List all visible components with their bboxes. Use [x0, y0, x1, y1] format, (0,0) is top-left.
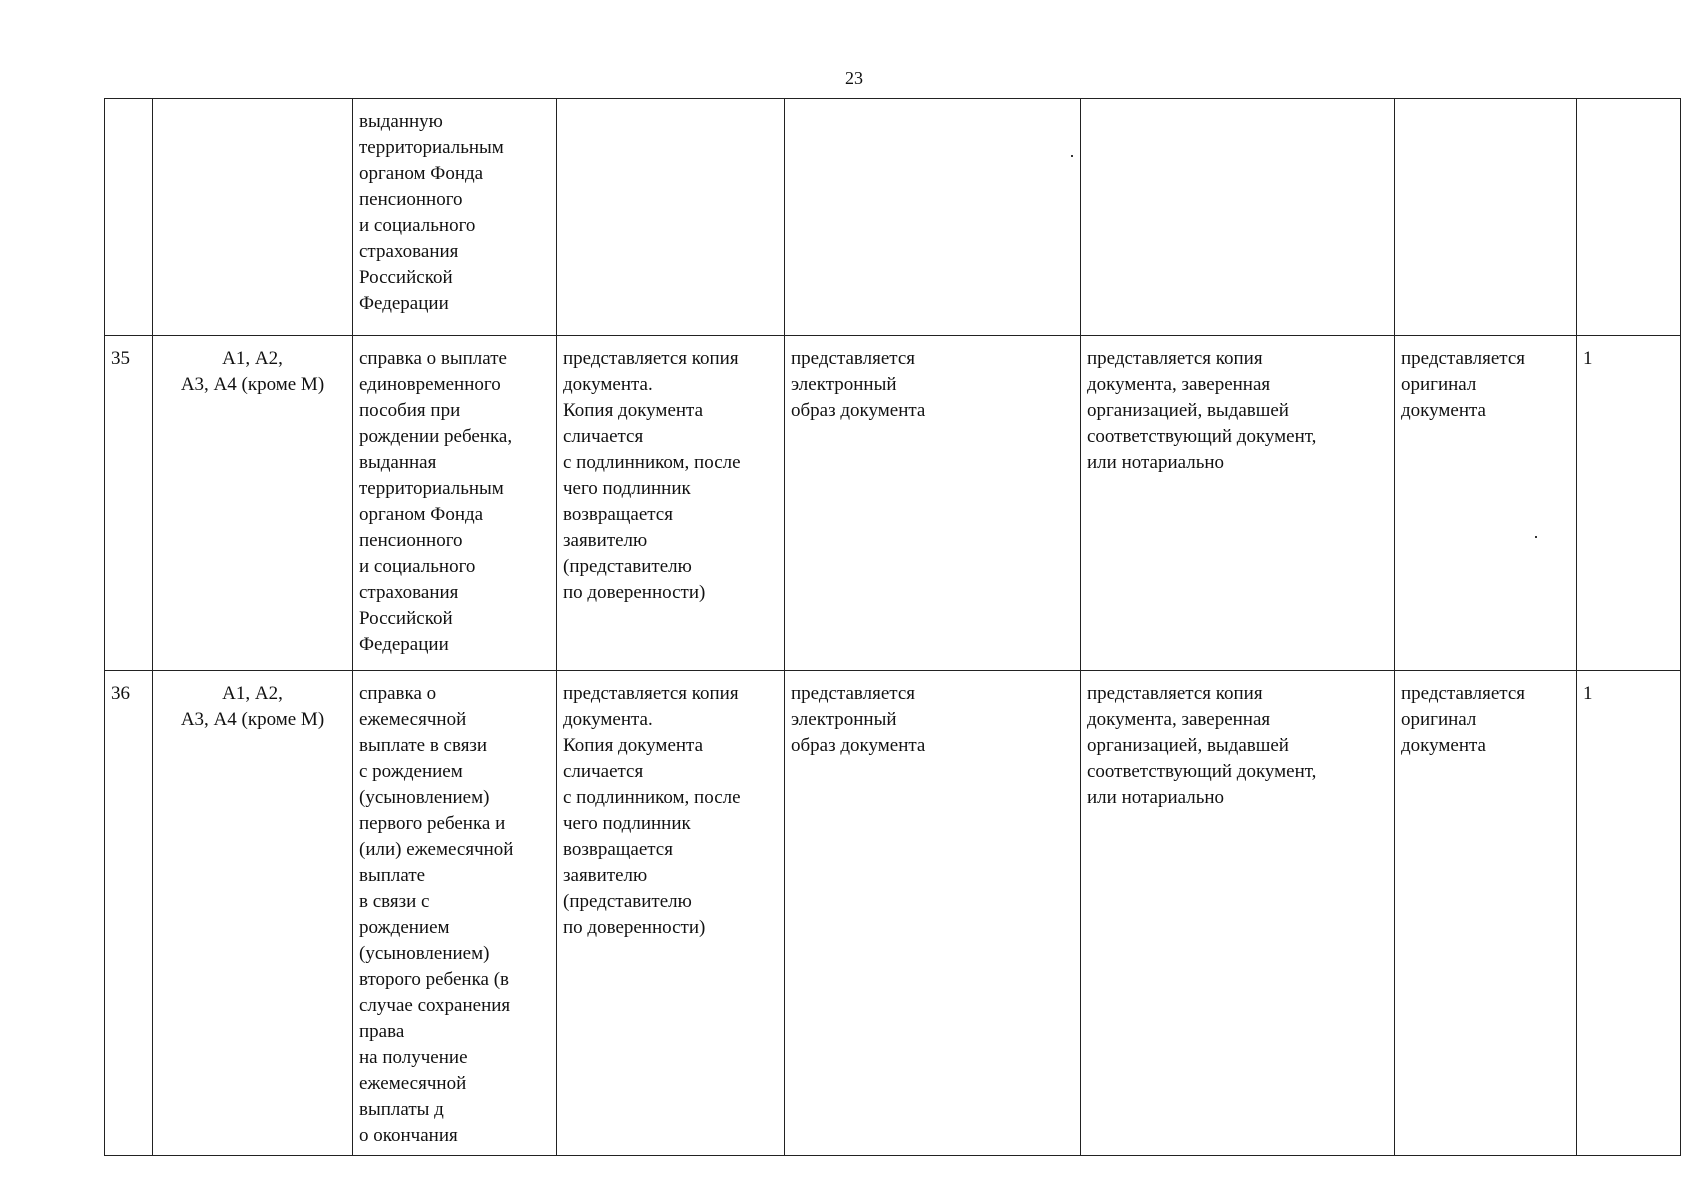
applicant-category: [153, 99, 353, 336]
in-person-submission: представляется копия документа. Копия документа сличается с подлинником, после чего подлинник возвращается заявителю (представителю по доверенности): [557, 671, 785, 1156]
table-row: [105, 671, 1681, 1156]
electronic-submission: представляется электронный образ документа: [785, 336, 1081, 671]
table-row: [105, 336, 1681, 671]
document-name: справка о выплате единовременного пособия при рождении ребенка, выданная территориальным органом Фонда пенсионного и социального страхования Российской Федерации: [353, 336, 557, 671]
document-name: справка о ежемесячной выплате в связи с рождением (усыновлением) первого ребенка и (или) ежемесячной выплате в связи с рождением (усыновлением) второго ребенка (в случае сохранения права на получение ежемесячной выплаты д о окончания: [353, 671, 557, 1156]
applicant-category: А1, А2, А3, А4 (кроме М): [153, 336, 353, 671]
table-row: [105, 99, 1681, 336]
document-table: [104, 98, 1681, 1156]
document-name: выданную территориальным органом Фонда пенсионного и социального страхования Российской Федерации: [353, 99, 557, 336]
scan-speck: [1071, 155, 1073, 157]
applicant-category: А1, А2, А3, А4 (кроме М): [153, 671, 353, 1156]
in-person-submission: представляется копия документа. Копия документа сличается с подлинником, после чего подлинник возвращается заявителю (представителю по доверенности): [557, 336, 785, 671]
in-person-submission: [557, 99, 785, 336]
original-requirement: представляется оригинал документа: [1395, 671, 1577, 1156]
document-count: [1577, 99, 1681, 336]
original-requirement: [1395, 99, 1577, 336]
mail-submission: представляется копия документа, заверенная организацией, выдавшей соответствующий документ, или нотариально: [1081, 336, 1395, 671]
document-count: 1: [1577, 671, 1681, 1156]
row-number: [105, 99, 153, 336]
electronic-submission: представляется электронный образ документа: [785, 671, 1081, 1156]
mail-submission: [1081, 99, 1395, 336]
mail-submission: представляется копия документа, заверенная организацией, выдавшей соответствующий документ, или нотариально: [1081, 671, 1395, 1156]
electronic-submission: [785, 99, 1081, 336]
original-requirement: представляется оригинал документа: [1395, 336, 1577, 671]
document-count: 1: [1577, 336, 1681, 671]
page-number: 23: [845, 68, 863, 88]
scan-speck: [1535, 536, 1537, 538]
row-number: 36: [105, 671, 153, 1156]
row-number: 35: [105, 336, 153, 671]
